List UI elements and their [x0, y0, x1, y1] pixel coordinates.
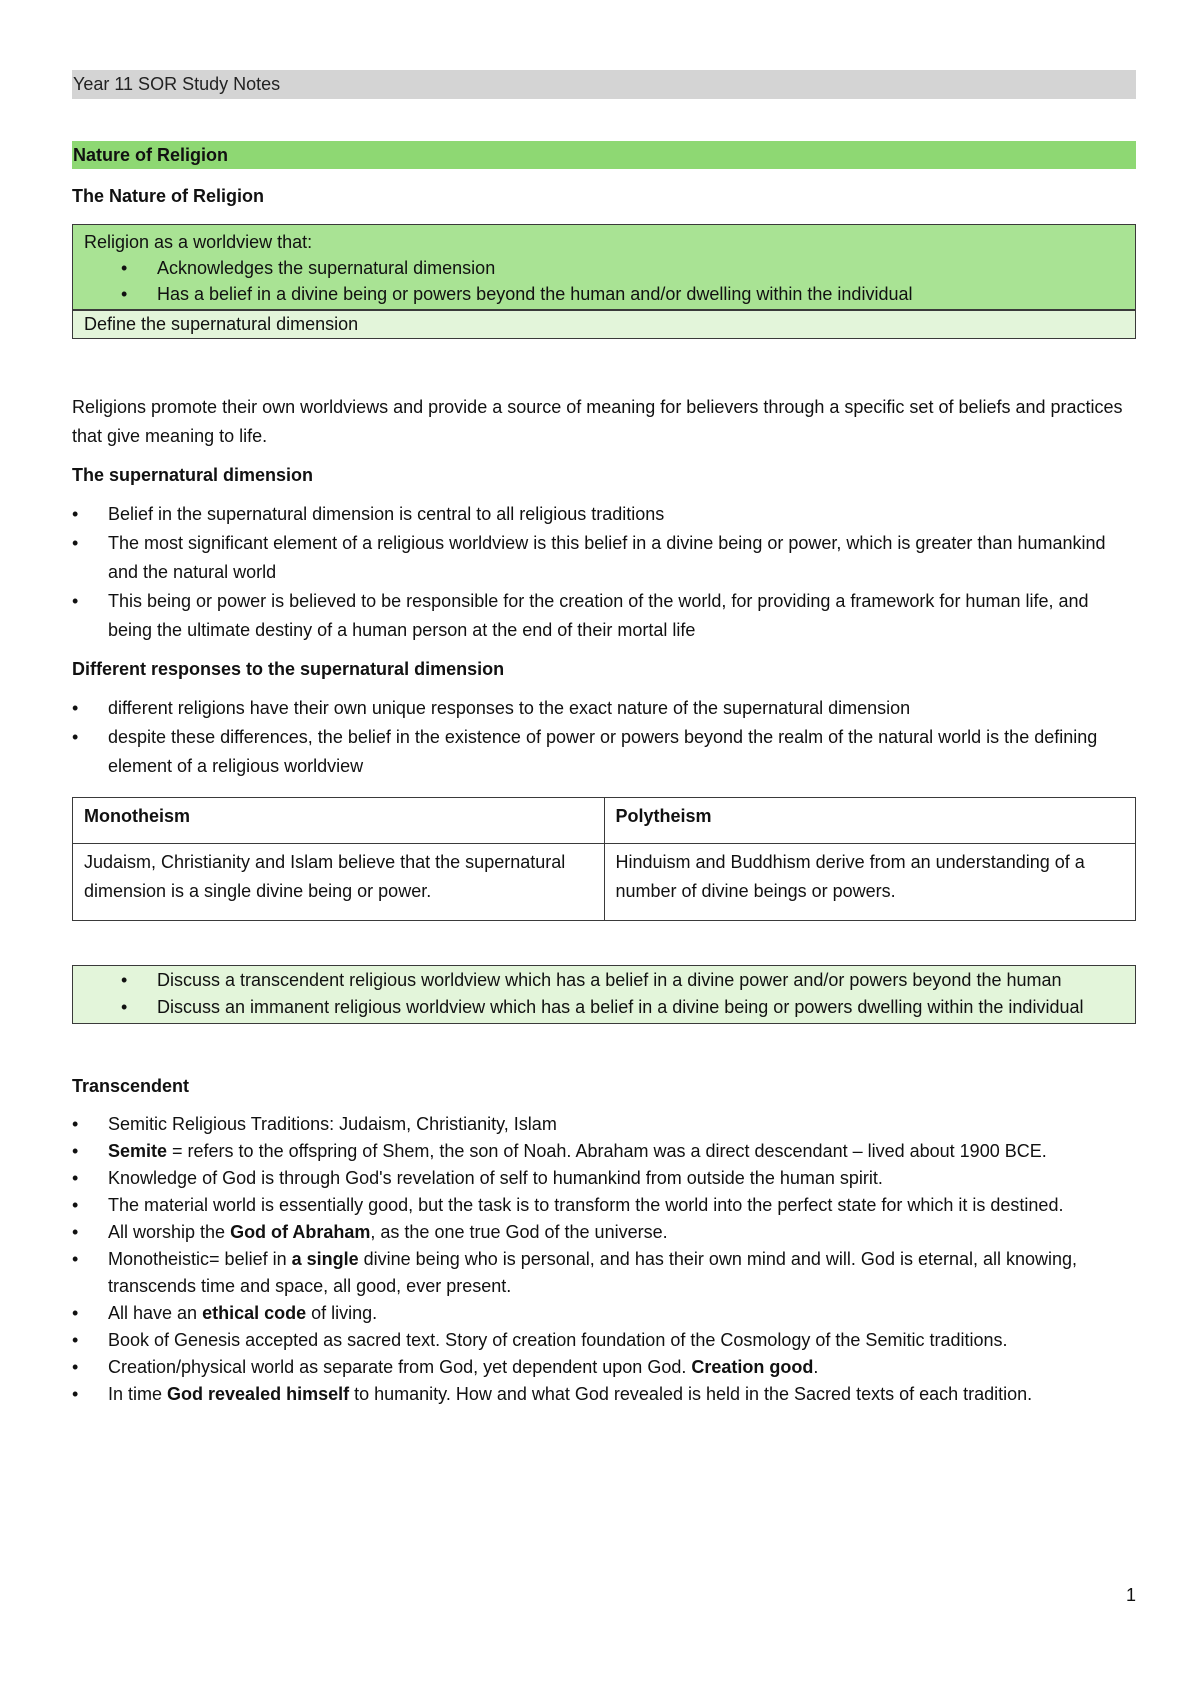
list-item: • In time God revealed himself to humanity. How and what God revealed is held in the Sacred texts of each tradition.	[108, 1381, 1136, 1408]
list-item: • Book of Genesis accepted as sacred text. Story of creation foundation of the Cosmology of the Semitic traditions.	[108, 1327, 1136, 1354]
nature-heading: The Nature of Religion	[72, 186, 265, 206]
monotheism-cell: Judaism, Christianity and Islam believe that the supernatural dimension is a single divine being or power.	[73, 844, 605, 921]
emphasis: ethical code	[202, 1303, 307, 1323]
table-header-row	[73, 798, 1136, 844]
intro-paragraph: Religions promote their own worldviews and provide a source of meaning for believers through a specific set of beliefs and practices that give meaning to life.	[72, 397, 1123, 446]
supernatural-list	[72, 500, 1136, 645]
list-item: • All worship the God of Abraham, as the one true God of the universe.	[108, 1219, 1136, 1246]
list-item: • The material world is essentially good, but the task is to transform the world into the perfect state for which it is destined.	[108, 1192, 1136, 1219]
list-item: • This being or power is believed to be responsible for the creation of the world, for providing a framework for human life, and being the ultimate destiny of a human person at the end of their mortal life	[108, 587, 1136, 645]
list-item: • Monotheistic= belief in a single divine being who is personal, and has their own mind and will. God is eternal, all knowing, transcends time and space, all good, ever present.	[108, 1246, 1136, 1300]
list-item: • Semitic Religious Traditions: Judaism, Christianity, Islam	[108, 1111, 1136, 1138]
page-header: Year 11 SOR Study Notes	[72, 70, 1136, 99]
discuss-box	[72, 965, 1136, 1024]
responses-heading: Different responses to the supernatural dimension	[72, 659, 505, 679]
document-page	[72, 70, 1136, 1408]
polytheism-header: Polytheism	[604, 798, 1136, 844]
list-item: • Discuss an immanent religious worldview which has a belief in a divine being or powers dwelling within the individual	[157, 994, 1124, 1021]
list-item: • Creation/physical world as separate from God, yet dependent upon God. Creation good.	[108, 1354, 1136, 1381]
list-item: • Semite = refers to the offspring of Shem, the son of Noah. Abraham was a direct descendant – lived about 1900 BCE.	[108, 1138, 1136, 1165]
list-item: • Belief in the supernatural dimension is central to all religious traditions	[108, 500, 1136, 529]
list-item: • All have an ethical code of living.	[108, 1300, 1136, 1327]
worldview-box	[72, 224, 1136, 339]
emphasis: Semite	[108, 1141, 168, 1161]
list-item: • The most significant element of a religious worldview is this belief in a divine being or power, which is greater than humankind and the natural world	[108, 529, 1136, 587]
list-item: • different religions have their own unique responses to the exact nature of the supernatural dimension	[108, 694, 1136, 723]
worldview-intro: Religion as a worldview that:	[84, 232, 313, 252]
list-item: • Discuss a transcendent religious worldview which has a belief in a divine power and/or powers beyond the human	[157, 967, 1124, 994]
transcendent-list	[72, 1111, 1136, 1408]
table-row	[73, 844, 1136, 921]
define-task: Define the supernatural dimension	[73, 309, 1135, 338]
polytheism-cell: Hinduism and Buddhism derive from an understanding of a number of divine beings or powers.	[604, 844, 1136, 921]
responses-list	[72, 694, 1136, 781]
list-item: • Knowledge of God is through God's revelation of self to humankind from outside the human spirit.	[108, 1165, 1136, 1192]
worldview-list	[84, 255, 1124, 307]
transcendent-heading: Transcendent	[72, 1076, 190, 1096]
monotheism-header: Monotheism	[73, 798, 605, 844]
list-item: • Acknowledges the supernatural dimension	[157, 255, 1124, 281]
page-number: 1	[1125, 1585, 1136, 1605]
emphasis: God revealed himself	[167, 1384, 350, 1404]
theism-table	[72, 797, 1136, 921]
emphasis: Creation good	[691, 1357, 814, 1377]
list-item: • despite these differences, the belief in the existence of power or powers beyond the realm of the natural world is the defining element of a religious worldview	[108, 723, 1136, 781]
worldview-box-content	[73, 225, 1135, 309]
list-item: • Has a belief in a divine being or powers beyond the human and/or dwelling within the individual	[157, 281, 1124, 307]
section-title: Nature of Religion	[72, 141, 1136, 169]
supernatural-heading: The supernatural dimension	[72, 465, 314, 485]
emphasis: a single	[291, 1249, 359, 1269]
discuss-list	[84, 967, 1124, 1021]
emphasis: God of Abraham	[230, 1222, 371, 1242]
